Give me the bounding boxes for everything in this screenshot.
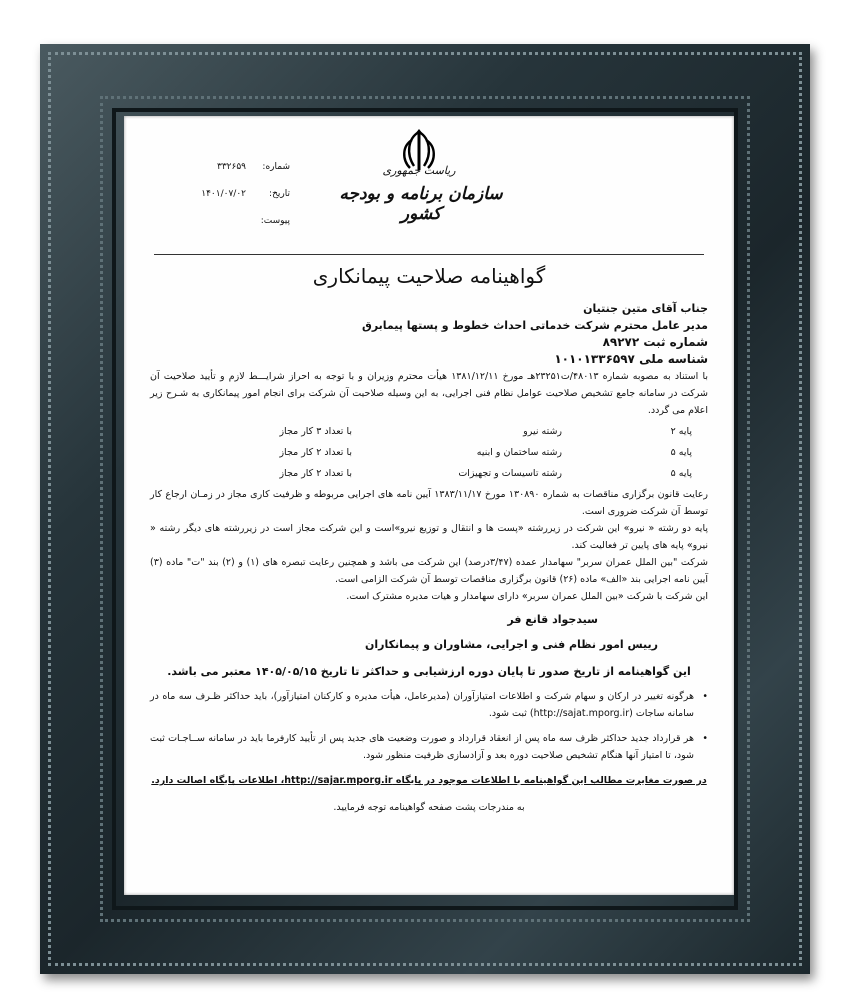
back-page-note: به مندرجات پشت صفحه گواهینامه توجه فرمایید.	[333, 802, 525, 813]
letter-meta	[160, 154, 290, 235]
bullet-item: • هر قرارداد جدید حداکثر ظرف سه ماه پس از انعقاد قرارداد و صورت وضعیت های جدید پس از تأیید کارفرما باید در سامانه ســاجـات ثبت شود، تا امتیاز آنها هنگام تشخیص صلاحیت دوره بعد و آزادسازی ظرفیت منظور شود.	[150, 730, 708, 764]
grade-row	[150, 423, 708, 440]
validity-statement: این گواهینامه از تاریخ صدور تا پایان دوره ارزشیابی و حداکثر تا تاریخ ۱۴۰۵/۰۵/۱۵ معتبر می باشد.	[167, 665, 691, 678]
certificate-title: گواهینامه صلاحیت پیمانکاری	[312, 264, 546, 288]
grade-field: رشته نیرو	[523, 426, 562, 437]
date-label: تاریخ:	[269, 189, 290, 199]
intro-paragraph: با استناد به مصوبه شماره ۴۸۰۱۳/ت۲۳۲۵۱هـ مورخ ۱۳۸۱/۱۲/۱۱ هیأت محترم وزیران و با توجه به احراز شرایـــط لازم و تأیید صلاحیت آن شرکت در سامانه جامع تشخیص صلاحیت عوامل نظام فنی اجرایی، به این وسیله صلاحیت آن شرکت برای انجام امور پیمانکاری به شـرح زیر اعلام می گردد.	[150, 371, 708, 416]
shareholder-paragraph: شرکت "بین الملل عمران سربر" سهامدار عمده (۳/۴۷درصد) این شرکت می باشد و همچنین رعایت تبصره های (۱) و (۲) بند "ت" ماده (۳) آیین نامه اجرایی بند «الف» ماده (۲۶) قانون برگزاری مناقصات توسط آن شرکت الزامی است.	[150, 557, 708, 585]
law-paragraph: رعایت قانون برگزاری مناقصات به شماره ۱۳۰۸۹۰ مورخ ۱۳۸۳/۱۱/۱۷ آیین نامه های اجرایی مربوطه و ظرفیت کاری مجاز در زمـان ارجاع کار توسط آن شرکت ضروری است.	[150, 489, 708, 517]
recipient-position: مدیر عامل محترم شرکت خدماتی احداث خطوط و پستها پیمابرق	[361, 319, 708, 332]
presidency-label: ریاست جمهوری	[382, 164, 456, 177]
date-value: ۱۴۰۱/۰۷/۰۲	[201, 189, 246, 199]
organization-name: سازمان برنامه و بودجه کشور	[339, 184, 503, 224]
number-label: شماره:	[262, 162, 290, 172]
grade-level: پایه ۵	[670, 468, 692, 479]
grade-field: رشته ساختمان و ابنیه	[476, 447, 562, 458]
salutation: جناب آقای متین جنتیان	[583, 302, 708, 315]
bullet-item: • هرگونه تغییر در ارکان و سهام شرکت و اطلاعات امتیازآوران (مدیرعامل، هیأت مدیره و کارکنان امتیازآور)، باید حداکثر ظـرف سه ماه در سامانه ساجات (http://sajat.mporg.ir) ثبت شود.	[150, 688, 708, 722]
registration-number: شماره ثبت ۸۹۲۷۲	[602, 335, 708, 349]
header-divider	[154, 254, 704, 255]
national-id: شناسه ملی ۱۰۱۰۱۳۳۶۵۹۷	[554, 352, 708, 366]
subfield-paragraph: پایه دو رشته « نیرو» این شرکت در زیررشته «پست ها و انتقال و توزیع نیرو»است و این شرکت مجاز است در زیررشته های دیگر رشته « نیرو» پایه های پایین تر فعالیت کند.	[150, 523, 708, 551]
grade-count: با تعداد ۳ کار مجاز	[279, 426, 352, 437]
shared-board-paragraph: این شرکت با شرکت «بین الملل عمران سربر» دارای سهامدار و هیات مدیره مشترک است.	[346, 591, 708, 602]
grade-field: رشته تاسیسات و تجهیزات	[458, 468, 562, 479]
grade-level: پایه ۵	[670, 447, 692, 458]
number-value: ۳۳۲۶۵۹	[216, 162, 246, 172]
grade-level: پایه ۲	[670, 426, 692, 437]
grade-row	[150, 465, 708, 482]
grade-row	[150, 444, 708, 461]
certificate-document	[124, 116, 734, 895]
grade-count: با تعداد ۲ کار مجاز	[279, 447, 352, 458]
signatory-title: رییس امور نظام فنی و اجرایی، مشاوران و پیمانکاران	[365, 638, 658, 651]
attach-label: پیوست:	[260, 216, 290, 226]
certificate-body	[150, 300, 708, 816]
grade-count: با تعداد ۲ کار مجاز	[279, 468, 352, 479]
discrepancy-notice: در صورت مغایرت مطالب این گواهینامه با اطلاعات موجود در پایگاه http://sajar.mporg.ir، اطلاعات پایگاه اصالت دارد.	[151, 775, 707, 786]
signatory-name: سیدجواد قانع فر	[507, 613, 598, 626]
